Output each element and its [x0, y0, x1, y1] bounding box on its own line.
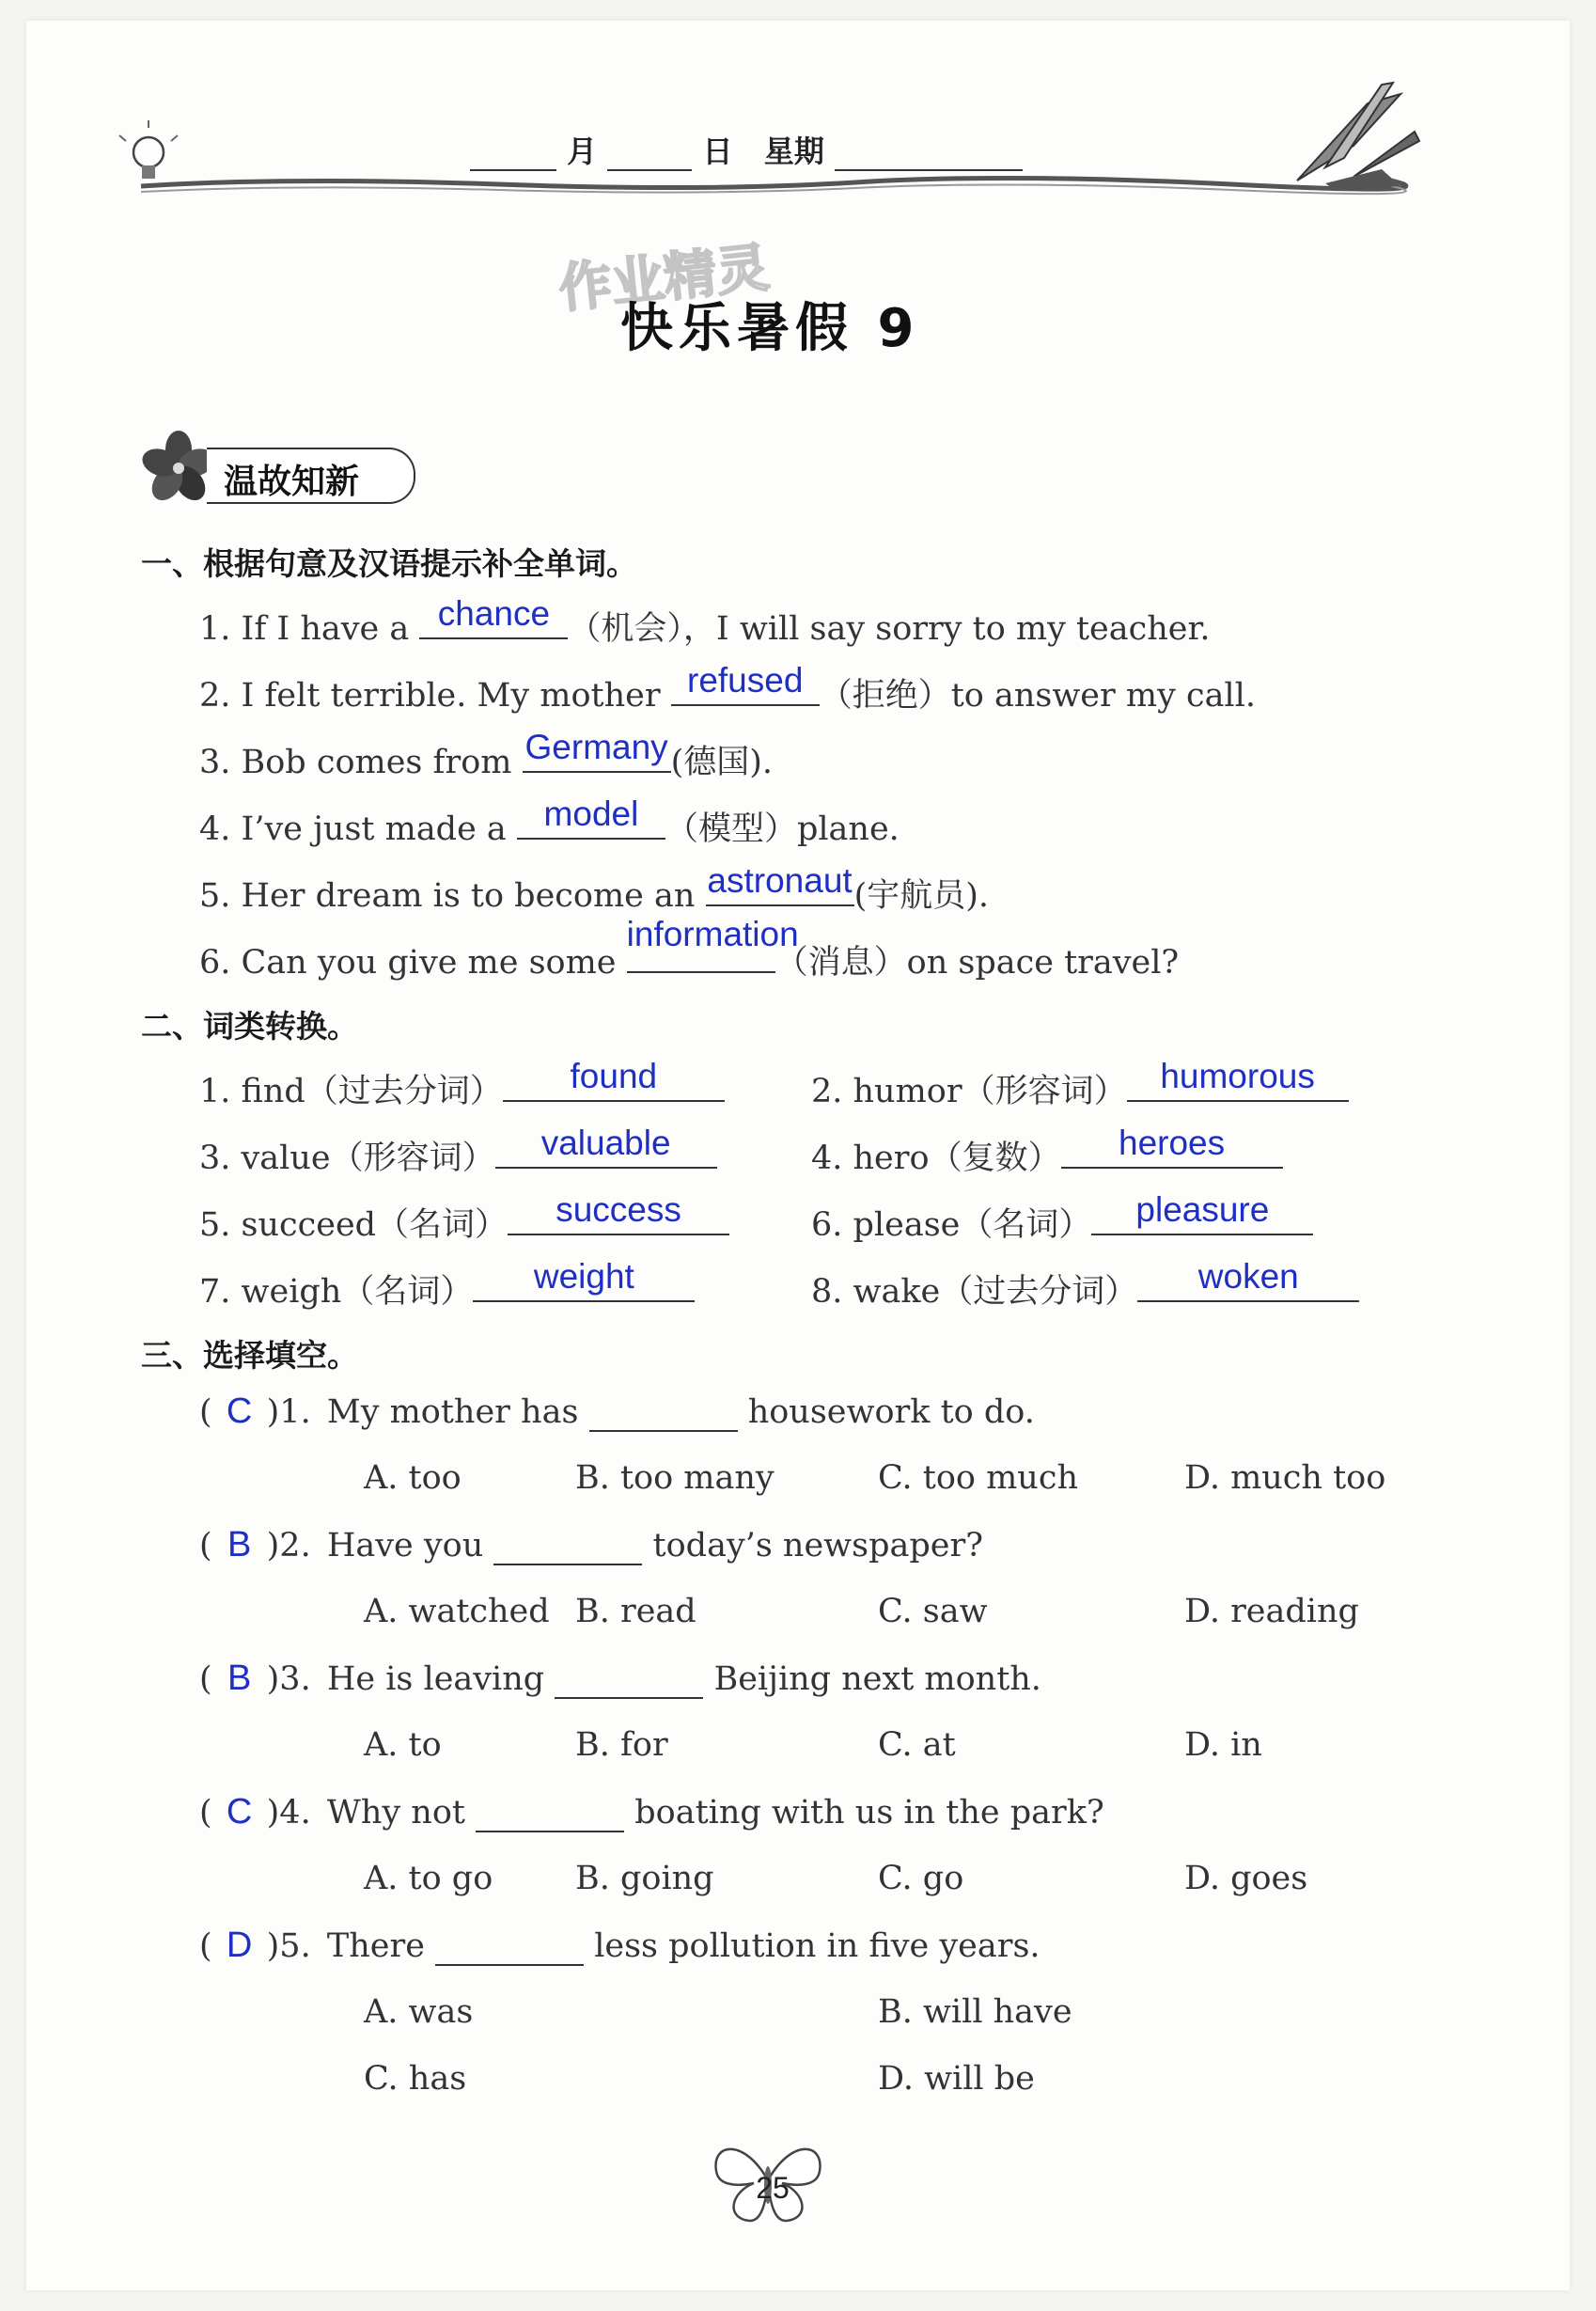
s1-item-1-before: 1. If I have a — [199, 610, 410, 648]
mc-2-after: today’s newspaper? — [652, 1527, 983, 1564]
mc-1-answer-slot[interactable] — [212, 1391, 267, 1432]
s1-item-6-answer: information — [626, 915, 799, 953]
mc-5-answer-slot[interactable] — [212, 1926, 267, 1966]
month-label: 月 — [567, 134, 598, 169]
mc-question-4: ( C )4. Why not boating with us in the park? — [199, 1792, 1104, 1832]
section-badge — [207, 448, 415, 504]
mc-4-before: Why not — [326, 1794, 465, 1832]
s1-item-3-after: (德国). — [670, 744, 774, 781]
s2-item-7-blank[interactable] — [473, 1257, 695, 1302]
mc-3-answer-slot[interactable] — [212, 1659, 267, 1699]
s1-item-2-blank[interactable] — [671, 661, 820, 706]
s1-item-3-before: 3. Bob comes from — [199, 744, 512, 781]
mc-1-option-b[interactable]: B. too many — [575, 1459, 775, 1497]
mc-2-option-c[interactable]: C. saw — [878, 1593, 988, 1630]
mc-3-option-a[interactable]: A. to — [364, 1726, 442, 1764]
s2-item-6-prompt: 6. please（名词） — [811, 1206, 1092, 1244]
mc-3-blank — [555, 1665, 703, 1699]
s2-item-8-prompt: 8. wake（过去分词） — [811, 1273, 1138, 1311]
s2-item-1-prompt: 1. find（过去分词） — [199, 1073, 503, 1110]
mc-3-option-d[interactable]: D. in — [1184, 1726, 1262, 1764]
section1-heading: 一、根据句意及汉语提示补全单词。 — [141, 545, 637, 582]
s2-item-2 — [811, 1057, 1349, 1112]
s1-item-6 — [199, 915, 1180, 983]
mc-1-number: )1. — [266, 1393, 311, 1431]
s1-item-3 — [199, 728, 774, 783]
s2-item-3-prompt: 3. value（形容词） — [199, 1140, 495, 1177]
s2-item-7-prompt: 7. weigh（名词） — [199, 1273, 474, 1311]
s2-item-6-answer: pleasure — [1135, 1190, 1270, 1229]
mc-4-answer-slot[interactable] — [212, 1792, 267, 1832]
mc-2-answer-slot[interactable] — [212, 1525, 267, 1565]
s1-item-4-blank[interactable] — [517, 794, 665, 840]
mc-2-option-a[interactable]: A. watched — [364, 1593, 550, 1630]
s1-item-4 — [199, 794, 900, 850]
s2-item-3-answer: valuable — [540, 1124, 671, 1162]
mc-3-before: He is leaving — [326, 1660, 545, 1698]
s2-item-3 — [199, 1124, 717, 1179]
weekday-label: 星期 — [763, 134, 824, 169]
s1-item-3-blank[interactable] — [523, 728, 671, 773]
s2-item-6 — [811, 1190, 1313, 1246]
s1-item-2 — [199, 661, 1256, 716]
s1-item-2-after: （拒绝）to answer my call. — [819, 677, 1256, 715]
mc-5-option-b[interactable]: B. will have — [878, 1993, 1072, 2031]
s1-item-1 — [199, 594, 1211, 650]
mc-1-after: housework to do. — [747, 1393, 1035, 1431]
month-blank[interactable] — [470, 139, 556, 171]
mc-1-answer: C — [226, 1391, 253, 1431]
badge-label: 温故知新 — [224, 463, 360, 501]
s1-item-6-after: （消息）on space travel? — [775, 944, 1180, 982]
mc-2-before: Have you — [326, 1527, 484, 1564]
s1-item-4-before: 4. I’ve just made a — [199, 810, 507, 848]
s2-item-6-blank[interactable] — [1091, 1190, 1313, 1235]
page-number: 25 — [756, 2171, 790, 2205]
weekday-blank[interactable] — [835, 139, 1023, 171]
mc-5-after: less pollution in five years. — [594, 1927, 1041, 1965]
mc-4-answer: C — [226, 1792, 253, 1832]
day-blank[interactable] — [607, 139, 692, 171]
lightbulb-icon — [119, 120, 178, 179]
mc-3-number: )3. — [266, 1660, 311, 1698]
bird-of-paradise-flower-icon — [1297, 83, 1419, 190]
s1-item-4-after: （模型）plane. — [665, 810, 900, 848]
mc-3-answer: B — [227, 1659, 252, 1698]
section2-heading: 二、词类转换。 — [141, 1008, 358, 1045]
watermark: 作业精灵 — [555, 237, 773, 321]
mc-question-3: ( B )3. He is leaving Beijing next month. — [199, 1659, 1041, 1698]
page-title: 快乐暑假 9 — [620, 298, 920, 359]
s1-item-5-blank[interactable] — [706, 861, 854, 906]
mc-5-option-a[interactable]: A. was — [364, 1993, 474, 2031]
mc-5-option-d[interactable]: D. will be — [878, 2060, 1035, 2098]
s1-item-3-answer: Germany — [524, 728, 668, 766]
mc-2-answer: B — [227, 1525, 252, 1564]
s2-item-2-blank[interactable] — [1127, 1057, 1349, 1102]
s2-item-7-answer: weight — [533, 1257, 634, 1296]
section3-heading: 三、选择填空。 — [141, 1337, 358, 1374]
s2-item-3-blank[interactable] — [495, 1124, 717, 1169]
s2-item-8 — [811, 1257, 1359, 1313]
mc-question-5: ( D )5. There less pollution in five years. — [199, 1926, 1041, 1965]
mc-4-after: boating with us in the park? — [634, 1794, 1104, 1832]
s2-item-1 — [199, 1057, 725, 1112]
mc-1-blank — [589, 1398, 738, 1432]
mc-2-option-d[interactable]: D. reading — [1184, 1593, 1359, 1630]
s1-item-6-before: 6. Can you give me some — [199, 944, 617, 982]
s2-item-5-blank[interactable] — [508, 1190, 729, 1235]
s2-item-8-answer: woken — [1197, 1257, 1299, 1296]
mc-4-option-d[interactable]: D. goes — [1184, 1860, 1308, 1897]
mc-4-option-a[interactable]: A. to go — [364, 1860, 493, 1897]
mc-5-option-c[interactable]: C. has — [364, 2060, 467, 2098]
mc-1-before: My mother has — [326, 1393, 579, 1431]
mc-3-after: Beijing next month. — [713, 1660, 1041, 1698]
s2-item-2-answer: humorous — [1160, 1057, 1315, 1095]
s1-item-5-answer: astronaut — [707, 861, 853, 900]
mc-3-option-c[interactable]: C. at — [878, 1726, 956, 1764]
mc-2-option-b[interactable]: B. read — [575, 1593, 696, 1630]
s1-item-1-blank[interactable] — [419, 594, 568, 639]
mc-5-number: )5. — [266, 1927, 311, 1965]
s1-item-1-after: （机会），I will say sorry to my teacher. — [568, 610, 1211, 648]
s1-item-5 — [199, 861, 989, 917]
s2-item-4-prompt: 4. hero（复数） — [811, 1140, 1061, 1177]
date-line — [470, 128, 1023, 171]
s2-item-1-blank[interactable] — [503, 1057, 725, 1102]
s2-item-4 — [811, 1124, 1283, 1179]
mc-4-option-b[interactable]: B. going — [575, 1860, 714, 1897]
mc-4-option-c[interactable]: C. go — [878, 1860, 964, 1897]
s1-item-2-before: 2. I felt terrible. My mother — [199, 677, 661, 715]
s1-item-1-answer: chance — [437, 594, 551, 633]
mc-5-before: There — [326, 1927, 425, 1965]
s2-item-1-answer: found — [570, 1057, 658, 1095]
s2-item-4-answer: heroes — [1119, 1124, 1226, 1162]
s2-item-5-prompt: 5. succeed（名词） — [199, 1206, 509, 1244]
s1-item-6-blank[interactable] — [626, 915, 799, 973]
mc-4-number: )4. — [266, 1794, 311, 1832]
s1-item-4-answer: model — [543, 794, 639, 833]
s2-item-7 — [199, 1257, 695, 1313]
s2-item-4-blank[interactable] — [1061, 1124, 1283, 1169]
mc-1-option-d[interactable]: D. much too — [1184, 1459, 1386, 1497]
day-label: 日 — [702, 134, 733, 169]
mc-question-2: ( B )2. Have you today’s newspaper? — [199, 1525, 983, 1564]
mc-4-blank — [476, 1799, 624, 1832]
mc-1-option-a[interactable]: A. too — [364, 1459, 462, 1497]
s2-item-2-prompt: 2. humor（形容词） — [811, 1073, 1127, 1110]
mc-1-option-c[interactable]: C. too much — [878, 1459, 1078, 1497]
mc-3-option-b[interactable]: B. for — [575, 1726, 668, 1764]
mc-2-blank — [493, 1532, 642, 1565]
mc-5-answer: D — [226, 1926, 253, 1965]
s1-item-5-before: 5. Her dream is to become an — [199, 877, 696, 915]
s1-item-2-answer: refused — [687, 661, 804, 700]
s2-item-5 — [199, 1190, 729, 1246]
hibiscus-flower-icon — [141, 431, 216, 506]
s2-item-5-answer: success — [555, 1190, 681, 1229]
s2-item-8-blank[interactable] — [1137, 1257, 1359, 1302]
s1-item-5-after: (宇航员). — [853, 877, 989, 915]
mc-5-blank — [435, 1932, 584, 1966]
mc-question-1: ( C )1. My mother has housework to do. — [199, 1391, 1035, 1431]
mc-2-number: )2. — [266, 1527, 311, 1564]
